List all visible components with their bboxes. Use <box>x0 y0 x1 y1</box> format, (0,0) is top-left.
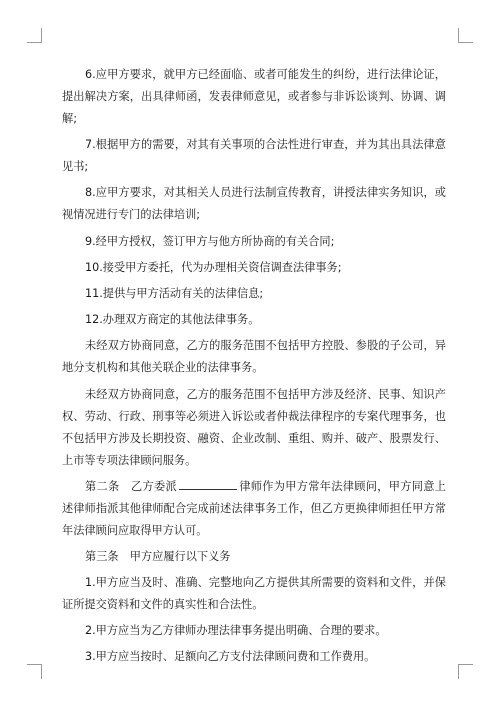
article-2-lead: 第二条 乙方委派 <box>85 479 177 493</box>
clause-6: 6.应甲方要求，就甲方已经面临、或者可能发生的纠纷，进行法律论证，提出解决方案，出具律师函，发表律师意见，或者参与非诉讼谈判、协调、调解; <box>62 68 446 125</box>
clause-9: 9.经甲方授权，签订甲方与他方所协商的有关合同; <box>85 234 335 248</box>
crop-mark-top-left <box>27 28 42 43</box>
crop-mark-bottom-right <box>458 664 473 679</box>
scope-exclusion-affiliates: 未经双方协商同意，乙方的服务范围不包括甲方控股、参股的子公司，异地分支机构和其他关联企业的法律事务。 <box>62 339 446 375</box>
article-2-rest: 律师作为甲方常年法律顾问，甲方同意上述律师指派其他律师配合完成前述法律事务工作，但乙方更换律师担任甲方常年法律顾问应取得甲方认可。 <box>62 479 446 537</box>
crop-mark-top-right <box>458 28 473 43</box>
clause-12: 12.办理双方商定的其他法律事务。 <box>85 313 260 327</box>
article-3-item-2: 2.甲方应当为乙方律师办理法律事务提出明确、合理的要求。 <box>85 624 387 638</box>
clause-7: 7.根据甲方的需要，对其有关事项的合法性进行审查，并为其出具法律意见书; <box>62 138 446 174</box>
clause-8: 8.应甲方要求，对其相关人员进行法制宣传教育，讲授法律实务知识，或视情况进行专门的法律培训; <box>62 186 446 222</box>
article-3-heading: 第三条 甲方应履行以下义务 <box>85 549 231 563</box>
crop-mark-bottom-left <box>27 664 42 679</box>
article-3-item-1: 1.甲方应当及时、准确、完整地向乙方提供其所需要的资料和文件，并保证所提交资料和文件的真实性和合法性。 <box>62 576 446 612</box>
scope-exclusion-litigation: 未经双方协商同意，乙方的服务范围不包括甲方涉及经济、民事、知识产权、劳动、行政、刑事等必须进入诉讼或者仲裁法律程序的专案代理事务，也不包括甲方涉及长期投资、融资、企业改制、重组、购并、破产、股票发行、上市等专项法律顾问服务。 <box>62 387 446 467</box>
lawyer-name-blank <box>179 478 237 490</box>
article-2 <box>62 476 446 542</box>
article-3-item-3: 3.甲方应当按时、足额向乙方支付法律顾问费和工作费用。 <box>85 650 376 664</box>
clause-11: 11.提供与甲方活动有关的法律信息; <box>85 286 264 300</box>
document-body <box>62 64 446 673</box>
clause-10: 10.接受甲方委托，代为办理相关资信调查法律事务; <box>85 260 342 274</box>
